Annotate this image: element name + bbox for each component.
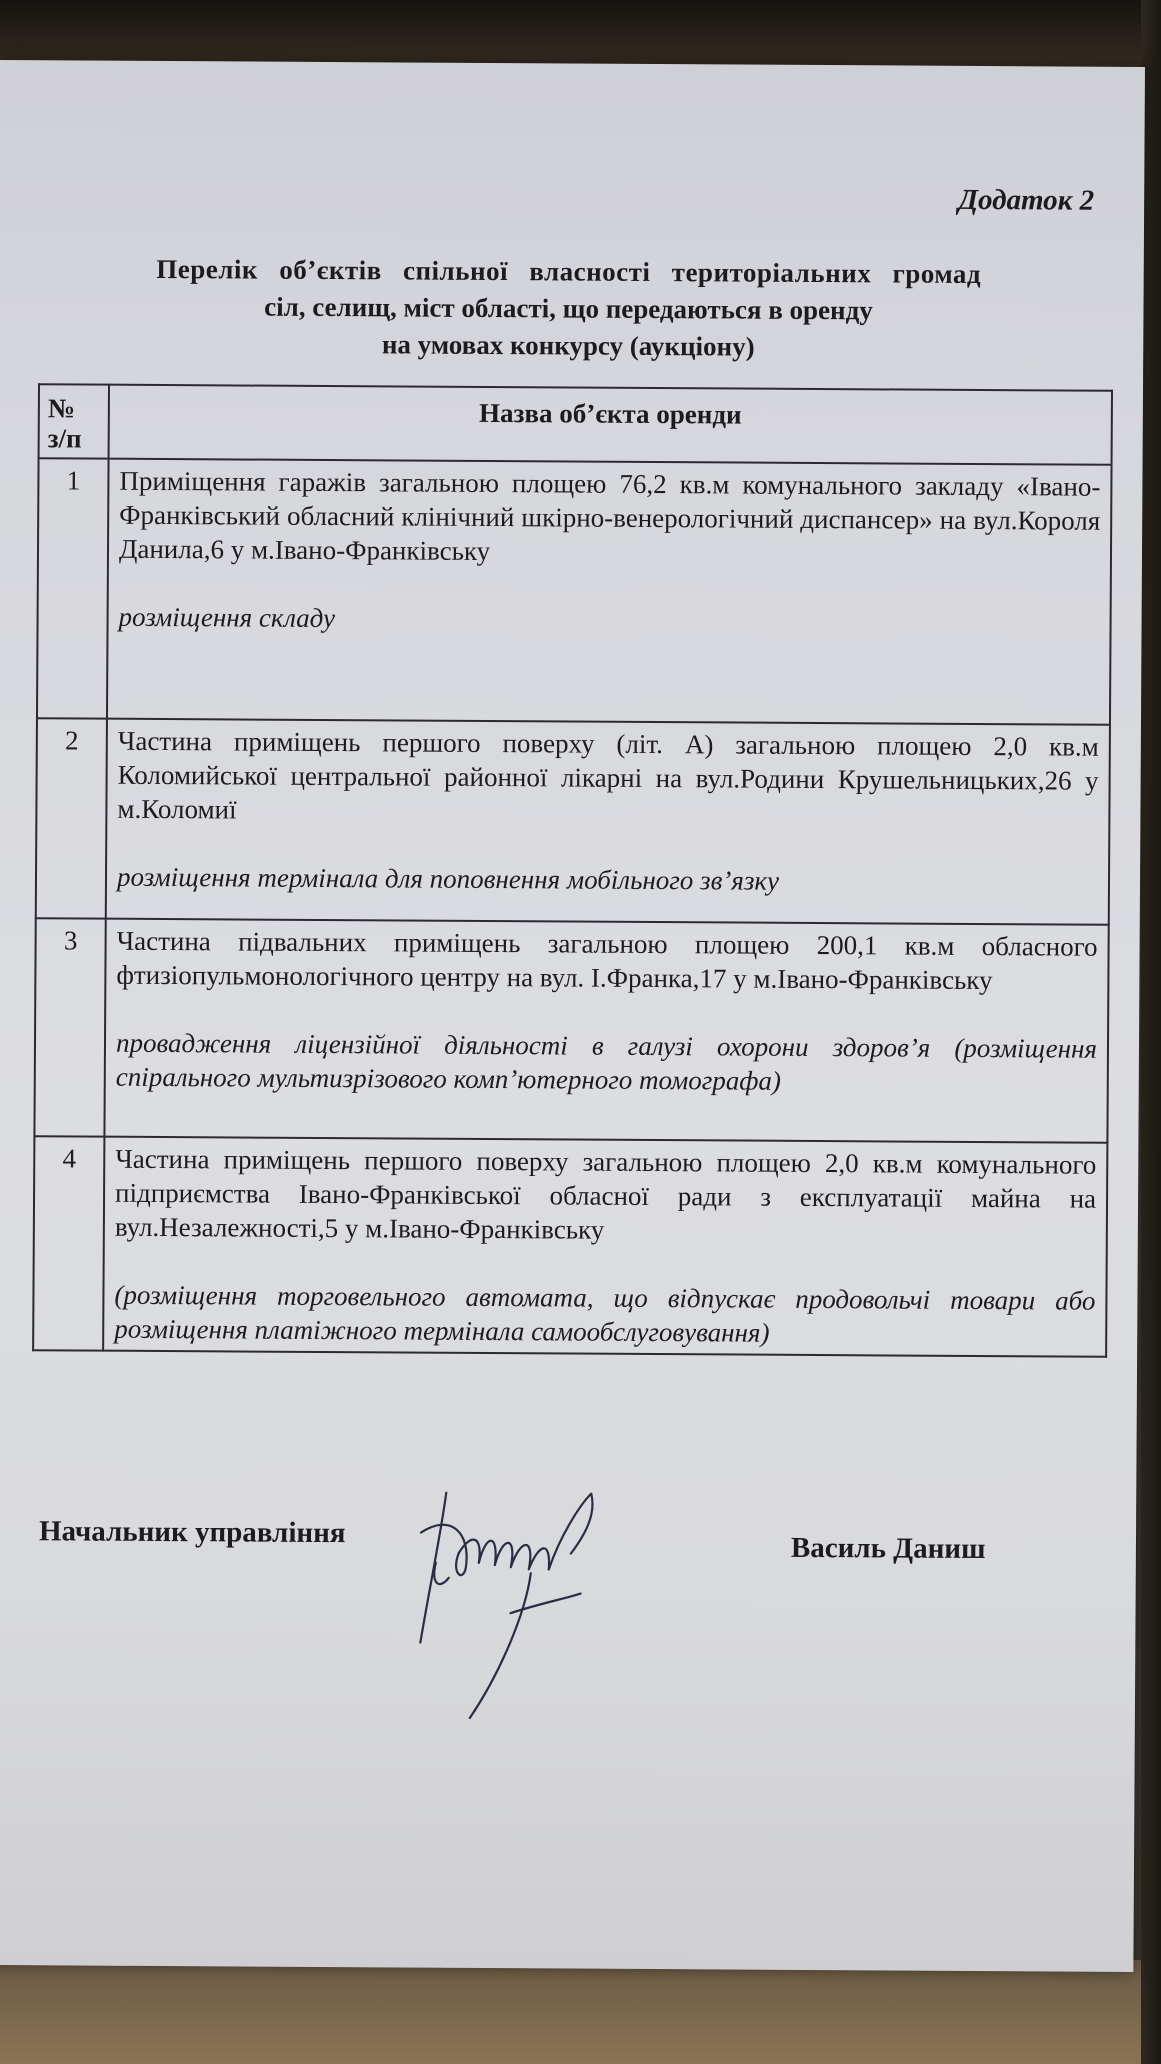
signatory-name: Василь Даниш [790,1531,986,1566]
appendix-label: Додаток 2 [958,183,1095,217]
row-number: 4 [33,1136,104,1350]
table-row [36,718,1110,925]
object-description: Частина підвальних приміщень загальною площею 200,1 кв.м обласного фтизіопульмонологічного центру на вул. І.Франка,17 у м.Івано-Франківську [116,925,1098,996]
row-number: 1 [37,458,109,718]
table-row [37,458,1112,725]
title-line-2: сіл, селищ, міст області, що передаються в оренду [264,291,873,326]
table-row [34,918,1108,1143]
handwritten-signature [390,1472,692,1724]
title-line-3: на умовах конкурсу (аукціону) [381,329,755,362]
object-description: Приміщення гаражів загальною площею 76,2 кв.м комунального закладу «Івано-Франківський обласний клінічний шкірно-венерологічний диспансер» на вул.Короля Данила,6 у м.Івано-Франківську [118,465,1101,567]
row-content [103,1137,1107,1357]
object-purpose: (розміщення торговельного автомата, що відпускає продовольчі товари або розміщення платіжного термінала самообслуговування) [114,1279,1096,1348]
row-content [104,919,1108,1143]
table-row [33,1136,1107,1357]
signatory-position: Начальник управління [38,1515,346,1550]
title-line-1: Перелік об’єктів спільної власності територіальних громад [156,253,982,289]
object-purpose: розміщення складу [118,601,336,634]
desk-background-bottom [0,1960,1161,2064]
row-number: 3 [34,918,105,1136]
object-description: Частина приміщень першого поверху загальною площею 2,0 кв.м комунального підприємства Івано-Франківської обласної ради з експлуатації майна на вул.Незалежності,5 у м.Івано-Франківську [114,1143,1097,1245]
object-description: Частина приміщень першого поверху (літ. А) загальною площею 2,0 кв.м Коломийської центральної районної лікарні на вул.Родини Крушельницьких,26 у м.Коломиї [117,725,1099,825]
object-purpose: провадження ліцензійної діяльності в галузі охорони здоров’я (розміщення спірального мультизрізового комп’ютерного томографа) [115,1027,1098,1096]
table-header-row [39,384,1112,465]
row-content [106,719,1110,925]
desk-background-right [1141,0,1161,2064]
document-title [98,251,1039,368]
row-number: 2 [36,718,107,918]
objects-table [32,383,1113,1358]
document-sheet [0,60,1145,1972]
row-content [107,459,1112,725]
object-purpose: розміщення термінала для поповнення мобільного зв’язку [116,861,780,896]
header-object-name: Назва об’єкта оренди [109,385,1112,465]
header-number: № з/п [39,384,109,458]
